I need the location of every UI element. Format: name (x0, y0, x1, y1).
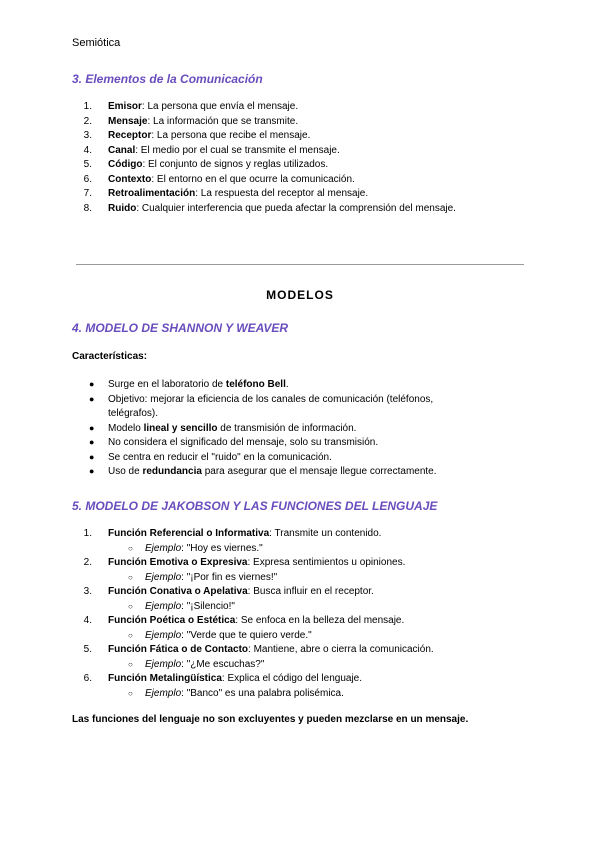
text: Uso de (108, 466, 143, 477)
term: Función Fática o de Contacto (108, 644, 249, 655)
example-text (145, 687, 344, 700)
list-text (108, 129, 310, 142)
list-text (108, 614, 404, 627)
text: para asegurar que el mensaje llegue correctamente. (201, 466, 437, 477)
section-3-heading: 3. Elementos de la Comunicación (72, 72, 263, 86)
text: Modelo (108, 423, 144, 434)
list-text (108, 556, 405, 569)
example-value: : "¡Por fin es viernes!" (181, 572, 278, 583)
term: Mensaje (108, 116, 148, 127)
example-label: Ejemplo (145, 601, 182, 612)
closing-statement: Las funciones del lenguaje no son excluyentes y pueden mezclarse en un mensaje. (72, 714, 469, 725)
term: Código (108, 159, 143, 170)
example-label: Ejemplo (145, 543, 182, 554)
sub-bullet-icon: ○ (128, 689, 133, 698)
bullet-icon: ● (89, 423, 95, 433)
example-label: Ejemplo (145, 688, 182, 699)
definition: : La información que se transmite. (147, 116, 299, 127)
list-number: 3. (83, 130, 92, 141)
example-label: Ejemplo (145, 659, 182, 670)
definition: : La persona que recibe el mensaje. (151, 130, 311, 141)
bullet-icon: ● (89, 466, 95, 476)
list-number: 1. (83, 101, 92, 112)
example-value: : "Verde que te quiero verde." (181, 630, 312, 641)
list-number: 8. (83, 203, 92, 214)
example-text (145, 658, 264, 671)
list-number: 6. (83, 673, 92, 684)
list-number: 7. (83, 188, 92, 199)
emphasis: redundancia (142, 466, 202, 477)
list-text: telégrafos). (108, 408, 159, 419)
definition: : Transmite un contenido. (269, 528, 382, 539)
list-text (108, 202, 456, 215)
definition: : Busca influir en el receptor. (247, 586, 374, 597)
definition: : El conjunto de signos y reglas utilizados. (142, 159, 329, 170)
definition: : Explica el código del lenguaje. (221, 673, 362, 684)
page-header: Semiótica (72, 37, 121, 49)
section-4-heading: 4. MODELO DE SHANNON Y WEAVER (72, 321, 289, 335)
list-text (108, 585, 374, 598)
sub-bullet-icon: ○ (128, 544, 133, 553)
horizontal-divider (76, 264, 524, 265)
list-text: Se centra en reducir el "ruido" en la comunicación. (108, 452, 332, 463)
term: Emisor (108, 101, 142, 112)
definition: : Mantiene, abre o cierra la comunicación. (248, 644, 434, 655)
list-text: Objetivo: mejorar la eficiencia de los canales de comunicación (teléfonos, (108, 394, 434, 405)
term: Función Metalingüística (108, 673, 222, 684)
term: Función Poética o Estética (108, 615, 236, 626)
sub-bullet-icon: ○ (128, 602, 133, 611)
example-value: : "¡Silencio!" (181, 601, 235, 612)
emphasis: lineal y sencillo (143, 423, 218, 434)
list-text (108, 643, 434, 656)
bullet-icon: ● (89, 452, 95, 462)
example-label: Ejemplo (145, 630, 182, 641)
models-title: MODELOS (266, 288, 334, 302)
example-text (145, 629, 312, 642)
term: Función Emotiva o Expresiva (108, 557, 248, 568)
list-number: 2. (83, 116, 92, 127)
list-text (108, 144, 340, 157)
term: Retroalimentación (108, 188, 196, 199)
example-value: : "Banco" es una palabra polisémica. (181, 688, 344, 699)
bullet-icon: ● (89, 437, 95, 447)
list-text (108, 422, 356, 435)
example-text (145, 600, 235, 613)
list-number: 5. (83, 159, 92, 170)
definition: : La persona que envía el mensaje. (141, 101, 299, 112)
list-number: 2. (83, 557, 92, 568)
list-number: 4. (83, 615, 92, 626)
list-text (108, 378, 289, 391)
term: Canal (108, 145, 136, 156)
definition: : Se enfoca en la belleza del mensaje. (235, 615, 405, 626)
list-number: 1. (83, 528, 92, 539)
term: Contexto (108, 174, 152, 185)
list-text (108, 465, 437, 478)
list-number: 5. (83, 644, 92, 655)
list-text (108, 158, 328, 171)
bullet-icon: ● (89, 379, 95, 389)
list-number: 3. (83, 586, 92, 597)
list-text (108, 527, 381, 540)
list-text (108, 187, 368, 200)
emphasis: teléfono Bell (225, 379, 286, 390)
list-number: 6. (83, 174, 92, 185)
text: Surge en el laboratorio de (108, 379, 226, 390)
example-text (145, 571, 277, 584)
term: Receptor (108, 130, 152, 141)
sub-bullet-icon: ○ (128, 631, 133, 640)
term: Función Referencial o Informativa (108, 528, 270, 539)
list-text: No considera el significado del mensaje, solo su transmisión. (108, 437, 379, 448)
bullet-icon: ● (89, 394, 95, 404)
definition: : Expresa sentimientos u opiniones. (247, 557, 406, 568)
list-text (108, 173, 355, 186)
term: Ruido (108, 203, 137, 214)
text: de transmisión de información. (217, 423, 357, 434)
definition: : La respuesta del receptor al mensaje. (195, 188, 369, 199)
section-5-heading: 5. MODELO DE JAKOBSON Y LAS FUNCIONES DEL LENGUAJE (72, 499, 438, 513)
text: . (285, 379, 289, 390)
list-text (108, 672, 362, 685)
list-text (108, 100, 298, 113)
sub-bullet-icon: ○ (128, 573, 133, 582)
list-text (108, 115, 298, 128)
example-value: : "¿Me escuchas?" (181, 659, 265, 670)
definition: : El entorno en el que ocurre la comunicación. (151, 174, 355, 185)
example-text (145, 542, 263, 555)
list-number: 4. (83, 145, 92, 156)
example-value: : "Hoy es viernes." (181, 543, 263, 554)
definition: : Cualquier interferencia que pueda afectar la comprensión del mensaje. (136, 203, 456, 214)
example-label: Ejemplo (145, 572, 182, 583)
sub-bullet-icon: ○ (128, 660, 133, 669)
term: Función Conativa o Apelativa (108, 586, 248, 597)
characteristics-label: Características: (72, 351, 148, 362)
definition: : El medio por el cual se transmite el mensaje. (135, 145, 340, 156)
